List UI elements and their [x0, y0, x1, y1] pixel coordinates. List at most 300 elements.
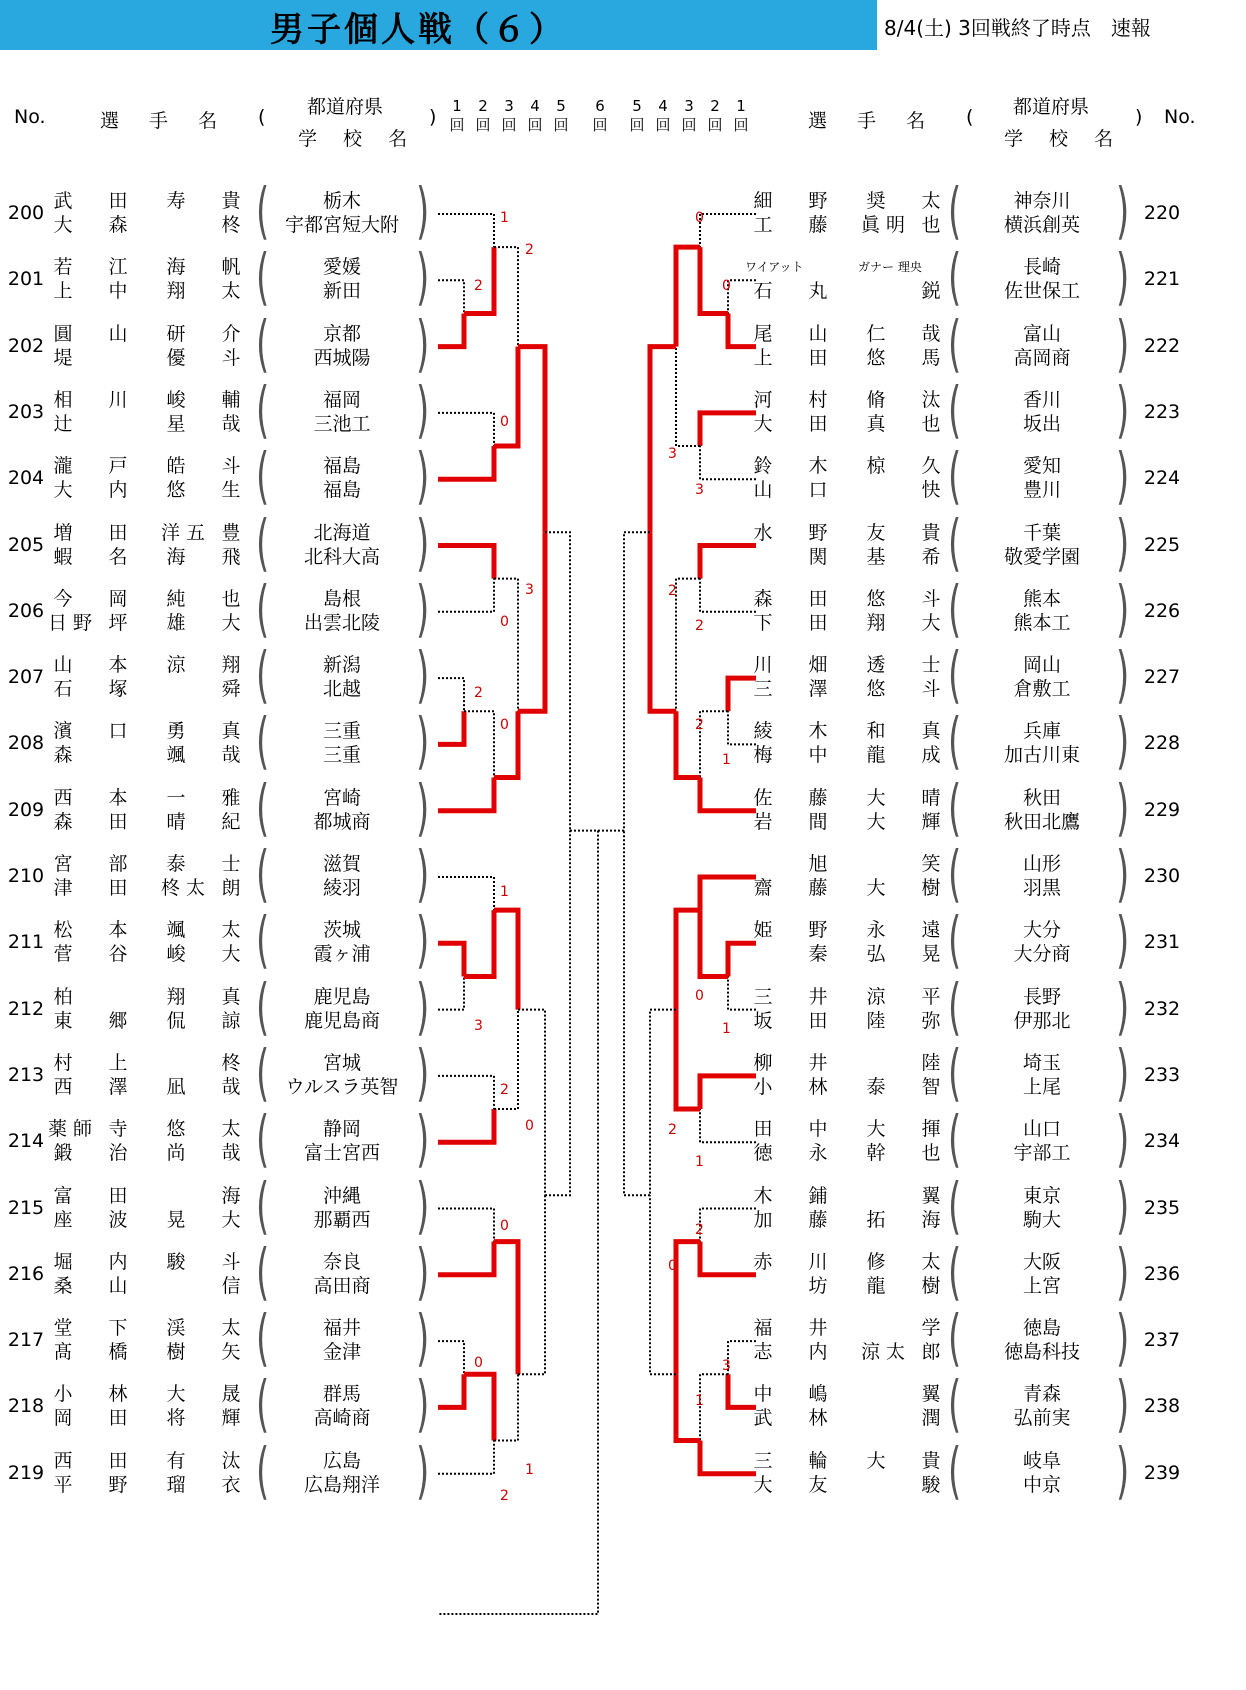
prefecture-left: 群馬 — [322, 1383, 361, 1406]
round-number: 2 — [478, 97, 488, 115]
round-number: 2 — [710, 97, 720, 115]
round-number: 1 — [452, 97, 462, 115]
name-char: 治 — [108, 1142, 128, 1165]
entry-number-left: 202 — [7, 334, 45, 357]
round-number: 5 — [556, 97, 566, 115]
bracket-line — [700, 214, 756, 247]
entry-number-left: 209 — [7, 798, 45, 821]
bracket-line — [464, 711, 494, 777]
name-char: 寺 — [108, 1118, 128, 1141]
name-char: 山 — [108, 1274, 128, 1297]
entry-number-right: 232 — [1143, 997, 1181, 1020]
name-char: 勇 — [166, 720, 186, 743]
name-char: 椋 — [866, 455, 886, 478]
name-char: 木 — [808, 455, 828, 478]
name-char: 井 — [808, 1317, 828, 1340]
entry-number-left: 207 — [7, 666, 45, 689]
name-char: 哉 — [921, 322, 941, 345]
match-score-left-2: 2 — [474, 278, 483, 294]
school-left: 金津 — [322, 1341, 361, 1364]
school-left: 広島翔洋 — [303, 1473, 380, 1496]
name-char: 井 — [808, 985, 828, 1008]
name-char: 村 — [808, 388, 828, 411]
status-text: 8/4(土) 3回戦終了時点 速報 — [884, 16, 1151, 40]
name-char: 脩 — [866, 388, 886, 411]
bracket-line — [494, 579, 518, 712]
name-char: 尾 — [753, 322, 773, 345]
school-right: 伊那北 — [1013, 1009, 1071, 1032]
name-char: 藤 — [808, 786, 828, 809]
bracket-line — [518, 347, 545, 533]
school-right: 羽黒 — [1022, 877, 1061, 899]
bracket-close: ) — [1116, 706, 1130, 779]
round-number: 1 — [736, 97, 746, 115]
school-left: 那覇西 — [313, 1208, 371, 1231]
name-char: 柊 太 — [161, 877, 206, 899]
entry-number-right: 235 — [1143, 1196, 1181, 1219]
bracket-line — [494, 247, 518, 346]
school-right: 秋田北鷹 — [1003, 810, 1080, 833]
name-char: 悠 — [866, 346, 886, 369]
school-right: 熊本工 — [1013, 611, 1071, 634]
bracket-line — [438, 280, 464, 313]
name-char: 基 — [866, 545, 886, 568]
name-char: 坂 — [753, 1009, 773, 1032]
school-right: 倉敷工 — [1013, 678, 1071, 701]
name-char: 矢 — [221, 1341, 241, 1364]
bracket-open: ( — [948, 507, 962, 580]
name-char: 田 — [108, 877, 128, 899]
name-char: 凪 — [166, 1075, 186, 1098]
name-char: 徳 — [753, 1142, 773, 1165]
name-char: 森 — [53, 810, 73, 833]
name-char: 学 — [921, 1317, 941, 1340]
name-char: 林 — [108, 1383, 128, 1406]
name-char: 悠 — [866, 587, 886, 610]
name-char: 田 — [108, 810, 128, 833]
name-char: 海 — [221, 1184, 241, 1207]
name-char: 本 — [108, 654, 128, 677]
bracket-line — [518, 532, 545, 711]
name-char: 圓 — [53, 322, 73, 345]
name-char: 間 — [808, 810, 828, 833]
entry-number-right: 225 — [1143, 533, 1181, 556]
name-char: 薬 師 — [48, 1118, 93, 1141]
name-char: 柊 — [221, 1051, 241, 1074]
name-char: 駿 — [921, 1473, 941, 1496]
name-char: 輔 — [221, 388, 241, 411]
school-right: 高岡商 — [1013, 346, 1071, 369]
name-char: 上 — [53, 280, 73, 303]
name-char: 晟 — [221, 1383, 241, 1406]
entry-number-right: 224 — [1143, 467, 1181, 490]
name-char: 哉 — [221, 744, 241, 767]
name-char: 貴 — [921, 521, 941, 544]
match-score-left-3: 0 — [500, 414, 509, 430]
school-right: 宇部工 — [1013, 1142, 1071, 1165]
bracket-close: ) — [416, 1303, 430, 1376]
name-char: 西 — [53, 786, 73, 809]
name-char: 帆 — [221, 256, 241, 279]
header-school-right: 学 校 名 — [1004, 128, 1124, 150]
name-char: 斗 — [221, 1250, 241, 1273]
name-char: 梅 — [753, 744, 773, 767]
name-char: 龍 — [866, 744, 886, 767]
entry-number-left: 201 — [7, 268, 45, 291]
name-char: 佐 — [753, 786, 773, 809]
match-score-right-7: 1 — [722, 752, 731, 768]
entry-number-left: 212 — [7, 997, 45, 1020]
name-char: 坪 — [108, 611, 128, 634]
name-char: 飛 — [221, 545, 241, 568]
page-title: 男子個人戦（６） — [270, 10, 566, 50]
name-char: 太 — [221, 1118, 241, 1141]
prefecture-left: 福岡 — [322, 388, 361, 411]
bracket-close: ) — [1116, 242, 1130, 315]
name-char: 戸 — [108, 455, 128, 478]
name-char: 上 — [108, 1051, 128, 1074]
name-char: 鋪 — [808, 1184, 828, 1207]
name-char: 今 — [53, 587, 73, 610]
name-char: 山 — [808, 322, 828, 345]
bracket-line — [676, 579, 700, 712]
school-left: 三池工 — [313, 412, 371, 435]
entry-number-left: 215 — [7, 1196, 45, 1219]
name-char: 田 — [108, 1449, 128, 1472]
name-char: 仁 — [866, 322, 886, 345]
bracket-line — [438, 1441, 494, 1474]
name-char: 樹 — [166, 1341, 186, 1364]
entry-number-right: 227 — [1143, 666, 1181, 689]
prefecture-left: 茨城 — [322, 919, 361, 942]
name-char: 真 — [866, 412, 886, 435]
bracket-line — [728, 1341, 756, 1374]
name-char: 晴 — [166, 810, 186, 833]
bracket-line — [438, 976, 464, 1009]
name-char: 哉 — [221, 1142, 241, 1165]
name-char: 峻 — [166, 943, 186, 966]
entry-number-right: 234 — [1143, 1130, 1181, 1153]
bracket-close: ) — [1116, 374, 1130, 447]
bracket-line — [438, 778, 494, 811]
prefecture-left: 広島 — [322, 1449, 361, 1472]
bracket-open: ( — [256, 242, 270, 315]
name-char: 大 — [866, 1449, 886, 1472]
name-char: 海 — [166, 256, 186, 279]
name-char: 斗 — [221, 455, 241, 478]
school-left: ウルスラ英智 — [285, 1075, 399, 1098]
bracket-close: ) — [416, 573, 430, 646]
prefecture-right: 熊本 — [1022, 587, 1061, 610]
name-char: 大 — [221, 943, 241, 966]
name-char: 田 — [808, 587, 828, 610]
bracket-line — [494, 1242, 518, 1375]
name-char: 太 — [921, 1250, 941, 1273]
name-char: 林 — [808, 1075, 828, 1098]
match-score-left-9: 3 — [474, 1018, 483, 1034]
name-char: 柳 — [753, 1051, 773, 1074]
prefecture-right: 岡山 — [1022, 654, 1061, 677]
name-char: 星 — [166, 412, 186, 435]
match-score-right-12: 2 — [695, 1222, 704, 1238]
name-char: 研 — [166, 322, 186, 345]
match-score-right-4: 2 — [668, 583, 677, 599]
school-left: 綾羽 — [322, 877, 361, 899]
school-left: 新田 — [322, 280, 361, 303]
name-char: 口 — [108, 720, 128, 743]
name-char: 也 — [921, 1142, 941, 1165]
bracket-open: ( — [256, 1236, 270, 1309]
name-char: 陸 — [866, 1009, 886, 1032]
bracket-open: ( — [948, 905, 962, 978]
name-char: 大 — [866, 1118, 886, 1141]
bracket-line — [438, 1242, 494, 1275]
prefecture-right: 千葉 — [1022, 521, 1061, 544]
bracket-open: ( — [256, 507, 270, 580]
match-score-left-14: 1 — [525, 1462, 534, 1478]
bracket-line — [494, 1374, 518, 1440]
name-char: 也 — [921, 214, 941, 236]
name-char: 加 — [753, 1208, 773, 1231]
bracket-open: ( — [256, 1435, 270, 1508]
name-char: 優 — [166, 346, 186, 369]
name-char: 大 — [921, 611, 941, 634]
bracket-open: ( — [948, 308, 962, 381]
bracket-line — [438, 1209, 494, 1242]
name-char: 野 — [808, 919, 828, 942]
name-char: 座 — [53, 1208, 73, 1231]
bracket-line — [728, 1374, 756, 1407]
bracket-open: ( — [948, 242, 962, 315]
name-char: 橋 — [108, 1341, 128, 1364]
name-char: 信 — [221, 1274, 241, 1297]
name-char: 翔 — [166, 985, 186, 1008]
round-number: 4 — [530, 97, 540, 115]
name-char: 塚 — [108, 678, 128, 701]
bracket-open: ( — [256, 706, 270, 779]
name-char: 峻 — [166, 388, 186, 411]
name-char: 舜 — [221, 678, 241, 701]
name-char: 大 — [753, 1473, 773, 1496]
entry-number-right: 236 — [1143, 1262, 1181, 1285]
prefecture-right: 富山 — [1022, 322, 1061, 345]
name-char: 斗 — [221, 346, 241, 369]
name-char: 石 — [753, 280, 773, 303]
name-char: 友 — [808, 1473, 828, 1496]
bracket-close: ) — [416, 441, 430, 514]
name-char: 堀 — [53, 1250, 73, 1273]
school-right: 横浜創英 — [1003, 214, 1080, 236]
school-right: 加古川東 — [1003, 744, 1080, 767]
name-char: 寿 — [166, 190, 186, 212]
name-char: 一 — [166, 786, 186, 809]
bracket-line — [518, 1010, 545, 1196]
entry-number-left: 203 — [7, 400, 45, 423]
round-kai: 回 — [553, 116, 569, 134]
bracket-line — [545, 532, 570, 830]
prefecture-left: 福島 — [322, 455, 361, 478]
round-kai: 回 — [501, 116, 517, 134]
bracket-line — [676, 1242, 700, 1375]
name-char: 三 — [753, 1449, 773, 1472]
round-number: 6 — [595, 97, 605, 115]
match-score-left-10: 2 — [500, 1082, 509, 1098]
round-kai: 回 — [449, 116, 465, 134]
name-char: 齋 — [753, 877, 773, 899]
name-char: 斗 — [921, 587, 941, 610]
round-kai: 回 — [681, 116, 697, 134]
bracket-line — [438, 214, 494, 247]
entry-number-left: 210 — [7, 865, 45, 887]
prefecture-left: 奈良 — [322, 1250, 361, 1273]
name-char: 哉 — [221, 1075, 241, 1098]
name-char: 潤 — [921, 1407, 941, 1430]
name-char: 岡 — [53, 1407, 73, 1430]
match-score-right-0: 0 — [695, 210, 704, 226]
name-char: 貴 — [921, 1449, 941, 1472]
bracket-open: ( — [948, 971, 962, 1044]
round-kai: 回 — [475, 116, 491, 134]
name-char: 田 — [808, 611, 828, 634]
bracket-close: ) — [1116, 1303, 1130, 1376]
name-char: 藤 — [808, 214, 828, 236]
name-char: 山 — [108, 322, 128, 345]
name-char: 遠 — [921, 919, 941, 942]
name-char: 細 — [753, 190, 773, 212]
bracket-line — [438, 877, 494, 910]
bracket-open: ( — [948, 706, 962, 779]
match-score-left-15: 2 — [500, 1488, 509, 1504]
bracket-line — [545, 831, 570, 1196]
bracket-line — [700, 1076, 756, 1109]
name-char: 汰 — [921, 388, 941, 411]
bracket-open: ( — [256, 839, 270, 911]
name-char: 泰 — [166, 853, 186, 875]
name-char: 相 — [53, 388, 73, 411]
school-left: 鹿児島商 — [303, 1009, 380, 1032]
entry-number-right: 239 — [1143, 1461, 1181, 1484]
round-kai: 回 — [733, 116, 749, 134]
name-char: 輝 — [221, 1407, 241, 1430]
bracket-line — [438, 1374, 464, 1407]
name-char: 希 — [921, 545, 941, 568]
name-char: 嶋 — [808, 1383, 828, 1406]
bracket-close: ) — [1116, 905, 1130, 978]
round-kai: 回 — [592, 116, 608, 134]
prefecture-right: 岐阜 — [1022, 1449, 1061, 1472]
name-char: 藤 — [808, 877, 828, 899]
match-score-right-1: 0 — [722, 278, 731, 294]
bracket-line — [728, 280, 756, 313]
bracket-line — [728, 943, 756, 976]
name-char: 真 — [221, 985, 241, 1008]
name-char: 颯 — [166, 744, 186, 767]
match-score-right-10: 2 — [668, 1122, 677, 1138]
round-number: 4 — [658, 97, 668, 115]
name-char: 也 — [221, 587, 241, 610]
bracket-open: ( — [948, 839, 962, 911]
name-char: 坊 — [808, 1274, 828, 1297]
match-score-right-2: 3 — [668, 446, 677, 462]
entry-number-right: 233 — [1143, 1063, 1181, 1086]
match-score-left-4: 3 — [525, 582, 534, 598]
prefecture-right: 山形 — [1022, 853, 1061, 875]
name-char: 眞 明 — [861, 214, 906, 236]
name-char: 永 — [866, 919, 886, 942]
bracket-open: ( — [256, 441, 270, 514]
name-char: 大 — [221, 611, 241, 634]
name-char: 桑 — [53, 1274, 73, 1297]
header-close-right: ) — [1135, 106, 1143, 128]
name-char: 雅 — [221, 786, 241, 809]
name-char: 内 — [108, 1250, 128, 1273]
entry-number-right: 220 — [1143, 202, 1181, 224]
entry-number-left: 218 — [7, 1395, 45, 1418]
name-char: 弘 — [866, 943, 886, 966]
name-char: 富 — [53, 1184, 73, 1207]
bracket-open: ( — [256, 640, 270, 713]
bracket-line — [700, 1374, 728, 1440]
match-score-right-6: 2 — [695, 717, 704, 733]
name-char: 井 — [808, 1051, 828, 1074]
match-score-right-8: 0 — [695, 988, 704, 1004]
name-char: 工 — [753, 214, 773, 236]
name-char: 東 — [53, 1009, 73, 1032]
name-char: 純 — [166, 587, 186, 610]
bracket-open: ( — [256, 1037, 270, 1110]
name-char: 村 — [53, 1051, 73, 1074]
round-kai: 回 — [707, 116, 723, 134]
bracket-close: ) — [1116, 1037, 1130, 1110]
name-char: 増 — [53, 521, 73, 544]
bracket-line — [700, 1109, 756, 1142]
entry-number-right: 229 — [1143, 798, 1181, 821]
name-char: 田 — [808, 412, 828, 435]
prefecture-left: 滋賀 — [322, 853, 361, 875]
bracket-open: ( — [948, 441, 962, 514]
bracket-open: ( — [948, 1104, 962, 1177]
bracket-line — [700, 1242, 756, 1275]
prefecture-right: 長崎 — [1022, 256, 1061, 279]
name-char: 岡 — [108, 587, 128, 610]
name-char: 快 — [921, 479, 941, 502]
name-char: 田 — [108, 521, 128, 544]
bracket-close: ) — [416, 1037, 430, 1110]
prefecture-left: 栃木 — [322, 190, 361, 212]
bracket-close: ) — [416, 308, 430, 381]
prefecture-right: 埼玉 — [1022, 1051, 1061, 1074]
bracket-line — [650, 1010, 676, 1196]
entry-number-left: 213 — [7, 1063, 45, 1086]
bracket-open: ( — [948, 640, 962, 713]
name-char: 鍛 — [53, 1142, 73, 1165]
name-char: 水 — [753, 521, 773, 544]
name-char: 智 — [921, 1075, 941, 1098]
name-char: 下 — [753, 611, 773, 634]
name-char: 士 — [221, 853, 241, 875]
name-char: 翔 — [866, 611, 886, 634]
match-score-right-13: 0 — [668, 1258, 677, 1274]
name-char: 中 — [808, 744, 828, 767]
name-char: 福 — [753, 1317, 773, 1340]
bracket-open: ( — [256, 971, 270, 1044]
entry-number-left: 216 — [7, 1262, 45, 1285]
match-score-left-6: 2 — [474, 685, 483, 701]
bracket-line — [624, 831, 650, 1196]
bracket-line — [700, 778, 756, 811]
name-char: 泰 — [866, 1075, 886, 1098]
name-char: 川 — [108, 388, 128, 411]
